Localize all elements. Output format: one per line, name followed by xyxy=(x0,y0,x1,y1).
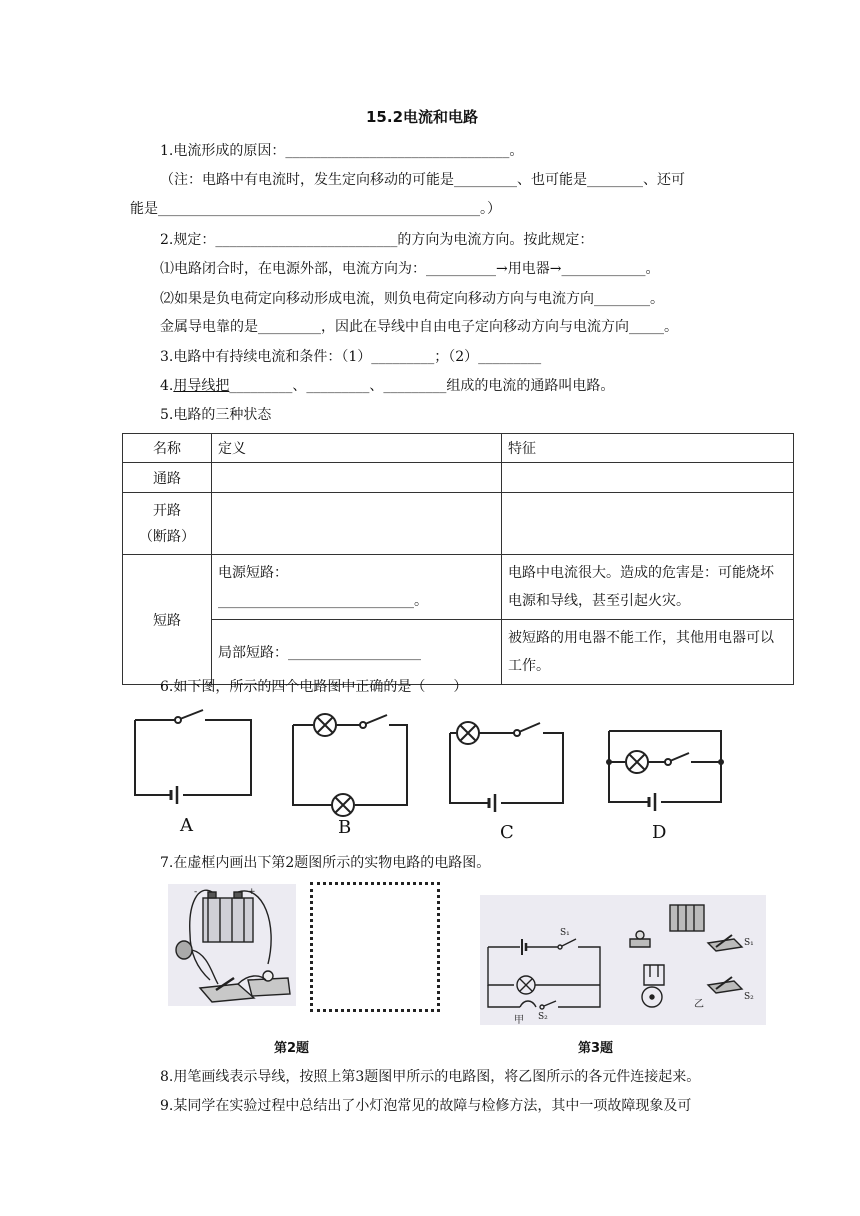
s1-label-yi: S₁ xyxy=(744,938,754,948)
s2-label-jia: S₂ xyxy=(538,1012,548,1022)
local-short-label: 局部短路： xyxy=(218,645,288,661)
row-open-label: 开路 xyxy=(153,502,181,519)
q1-end: 。 xyxy=(509,143,524,159)
note-line-2: 能是______________________________________________。） xyxy=(130,201,501,217)
circuit-label-b: B xyxy=(338,817,352,838)
jia-label: 甲 xyxy=(514,1015,524,1025)
junction-dot xyxy=(606,759,612,765)
minus-symbol: - xyxy=(194,887,198,897)
figure-q2-physical-circuit xyxy=(168,884,296,1006)
s1-label-jia: S₁ xyxy=(560,928,570,938)
circuit-diagrams xyxy=(125,700,735,845)
question-5: 5.电路的三种状态 xyxy=(160,407,272,423)
question-4 xyxy=(160,375,614,395)
circuit-label-d: D xyxy=(652,822,667,843)
circuit-b xyxy=(293,714,407,816)
q4-underlined: 用导线把 xyxy=(173,378,230,394)
circuit-a xyxy=(135,710,251,804)
table-header-feature: 特征 xyxy=(502,434,794,463)
question-2-part-2: ⑵如果是负电荷定向移动形成电流，则负电荷定向移动方向与电流方向________。 xyxy=(160,291,664,307)
table-header-name: 名称 xyxy=(123,434,212,463)
question-9: 9.某同学在实验过程中总结出了小灯泡常见的故障与检修方法，其中一项故障现象及可 xyxy=(160,1098,692,1114)
circuit-label-a: A xyxy=(180,815,193,836)
question-2-part-1: ⑴电路闭合时，在电源外部，电流方向为：__________→用电器→____________。 xyxy=(160,261,660,277)
question-1 xyxy=(160,140,523,160)
cell-closed-definition xyxy=(212,463,502,493)
cell-open-definition xyxy=(212,493,502,555)
drawing-box[interactable] xyxy=(310,882,440,1012)
s2-label-yi: S₂ xyxy=(744,992,754,1002)
question-3: 3.电路中有持续电流和条件：（1）_________；（2）_________ xyxy=(160,349,542,365)
q1-blank: ________________________________ xyxy=(285,143,510,159)
cell-closed-feature xyxy=(502,463,794,493)
power-short-label: 电源短路： xyxy=(218,565,288,581)
row-open-sub-label: （断路） xyxy=(139,528,195,545)
cell-power-short-definition xyxy=(212,555,502,620)
cell-power-short-feature: 电路中电流很大。造成的危害是：可能烧坏电源和导线，甚至引起火灾。 xyxy=(502,555,794,620)
circuit-states-table xyxy=(122,433,794,685)
q4-rest: _________、_________、_________组成的电流的通路叫电路。 xyxy=(229,378,615,394)
caption-question-3: 第3题 xyxy=(578,1041,614,1056)
power-short-blank: ____________________________。 xyxy=(218,593,428,609)
circuit-d xyxy=(609,731,721,811)
circuit-label-c: C xyxy=(500,822,514,843)
question-2: 2.规定：__________________________的方向为电流方向。按此规定： xyxy=(160,232,594,248)
cell-open-feature xyxy=(502,493,794,555)
cell-local-short-feature: 被短路的用电器不能工作，其他用电器可以工作。 xyxy=(502,620,794,685)
figure-q3-circuit xyxy=(480,895,766,1025)
local-short-blank: ___________________ xyxy=(288,645,421,661)
cell-local-short-definition xyxy=(212,620,502,685)
junction-dot xyxy=(718,759,724,765)
q1-text: 1.电流形成的原因： xyxy=(160,143,286,159)
page-title: 15.2电流和电路 xyxy=(366,108,479,126)
yi-label: 乙 xyxy=(694,999,704,1010)
caption-question-2: 第2题 xyxy=(274,1041,310,1056)
q4-prefix: 4. xyxy=(160,378,174,394)
question-2-metal: 金属导电靠的是_________，因此在导线中自由电子定向移动方向与电流方向_____。 xyxy=(160,319,678,335)
note-line-1: （注：电路中有电流时，发生定向移动的可能是_________、也可能是________、还可 xyxy=(160,172,685,188)
table-header-definition: 定义 xyxy=(212,434,502,463)
question-7: 7.在虚框内画出下第2题图所示的实物电路的电路图。 xyxy=(160,855,491,871)
plus-symbol: + xyxy=(248,887,256,897)
circuit-c xyxy=(450,722,563,812)
row-closed-circuit: 通路 xyxy=(123,463,212,493)
question-6: 6.如下图，所示的四个电路图中正确的是（ ） xyxy=(160,679,468,695)
question-8: 8.用笔画线表示导线，按照上第3题图甲所示的电路图，将乙图所示的各元件连接起来。 xyxy=(160,1069,701,1085)
row-open-circuit xyxy=(123,493,212,555)
row-short-circuit: 短路 xyxy=(123,555,212,685)
